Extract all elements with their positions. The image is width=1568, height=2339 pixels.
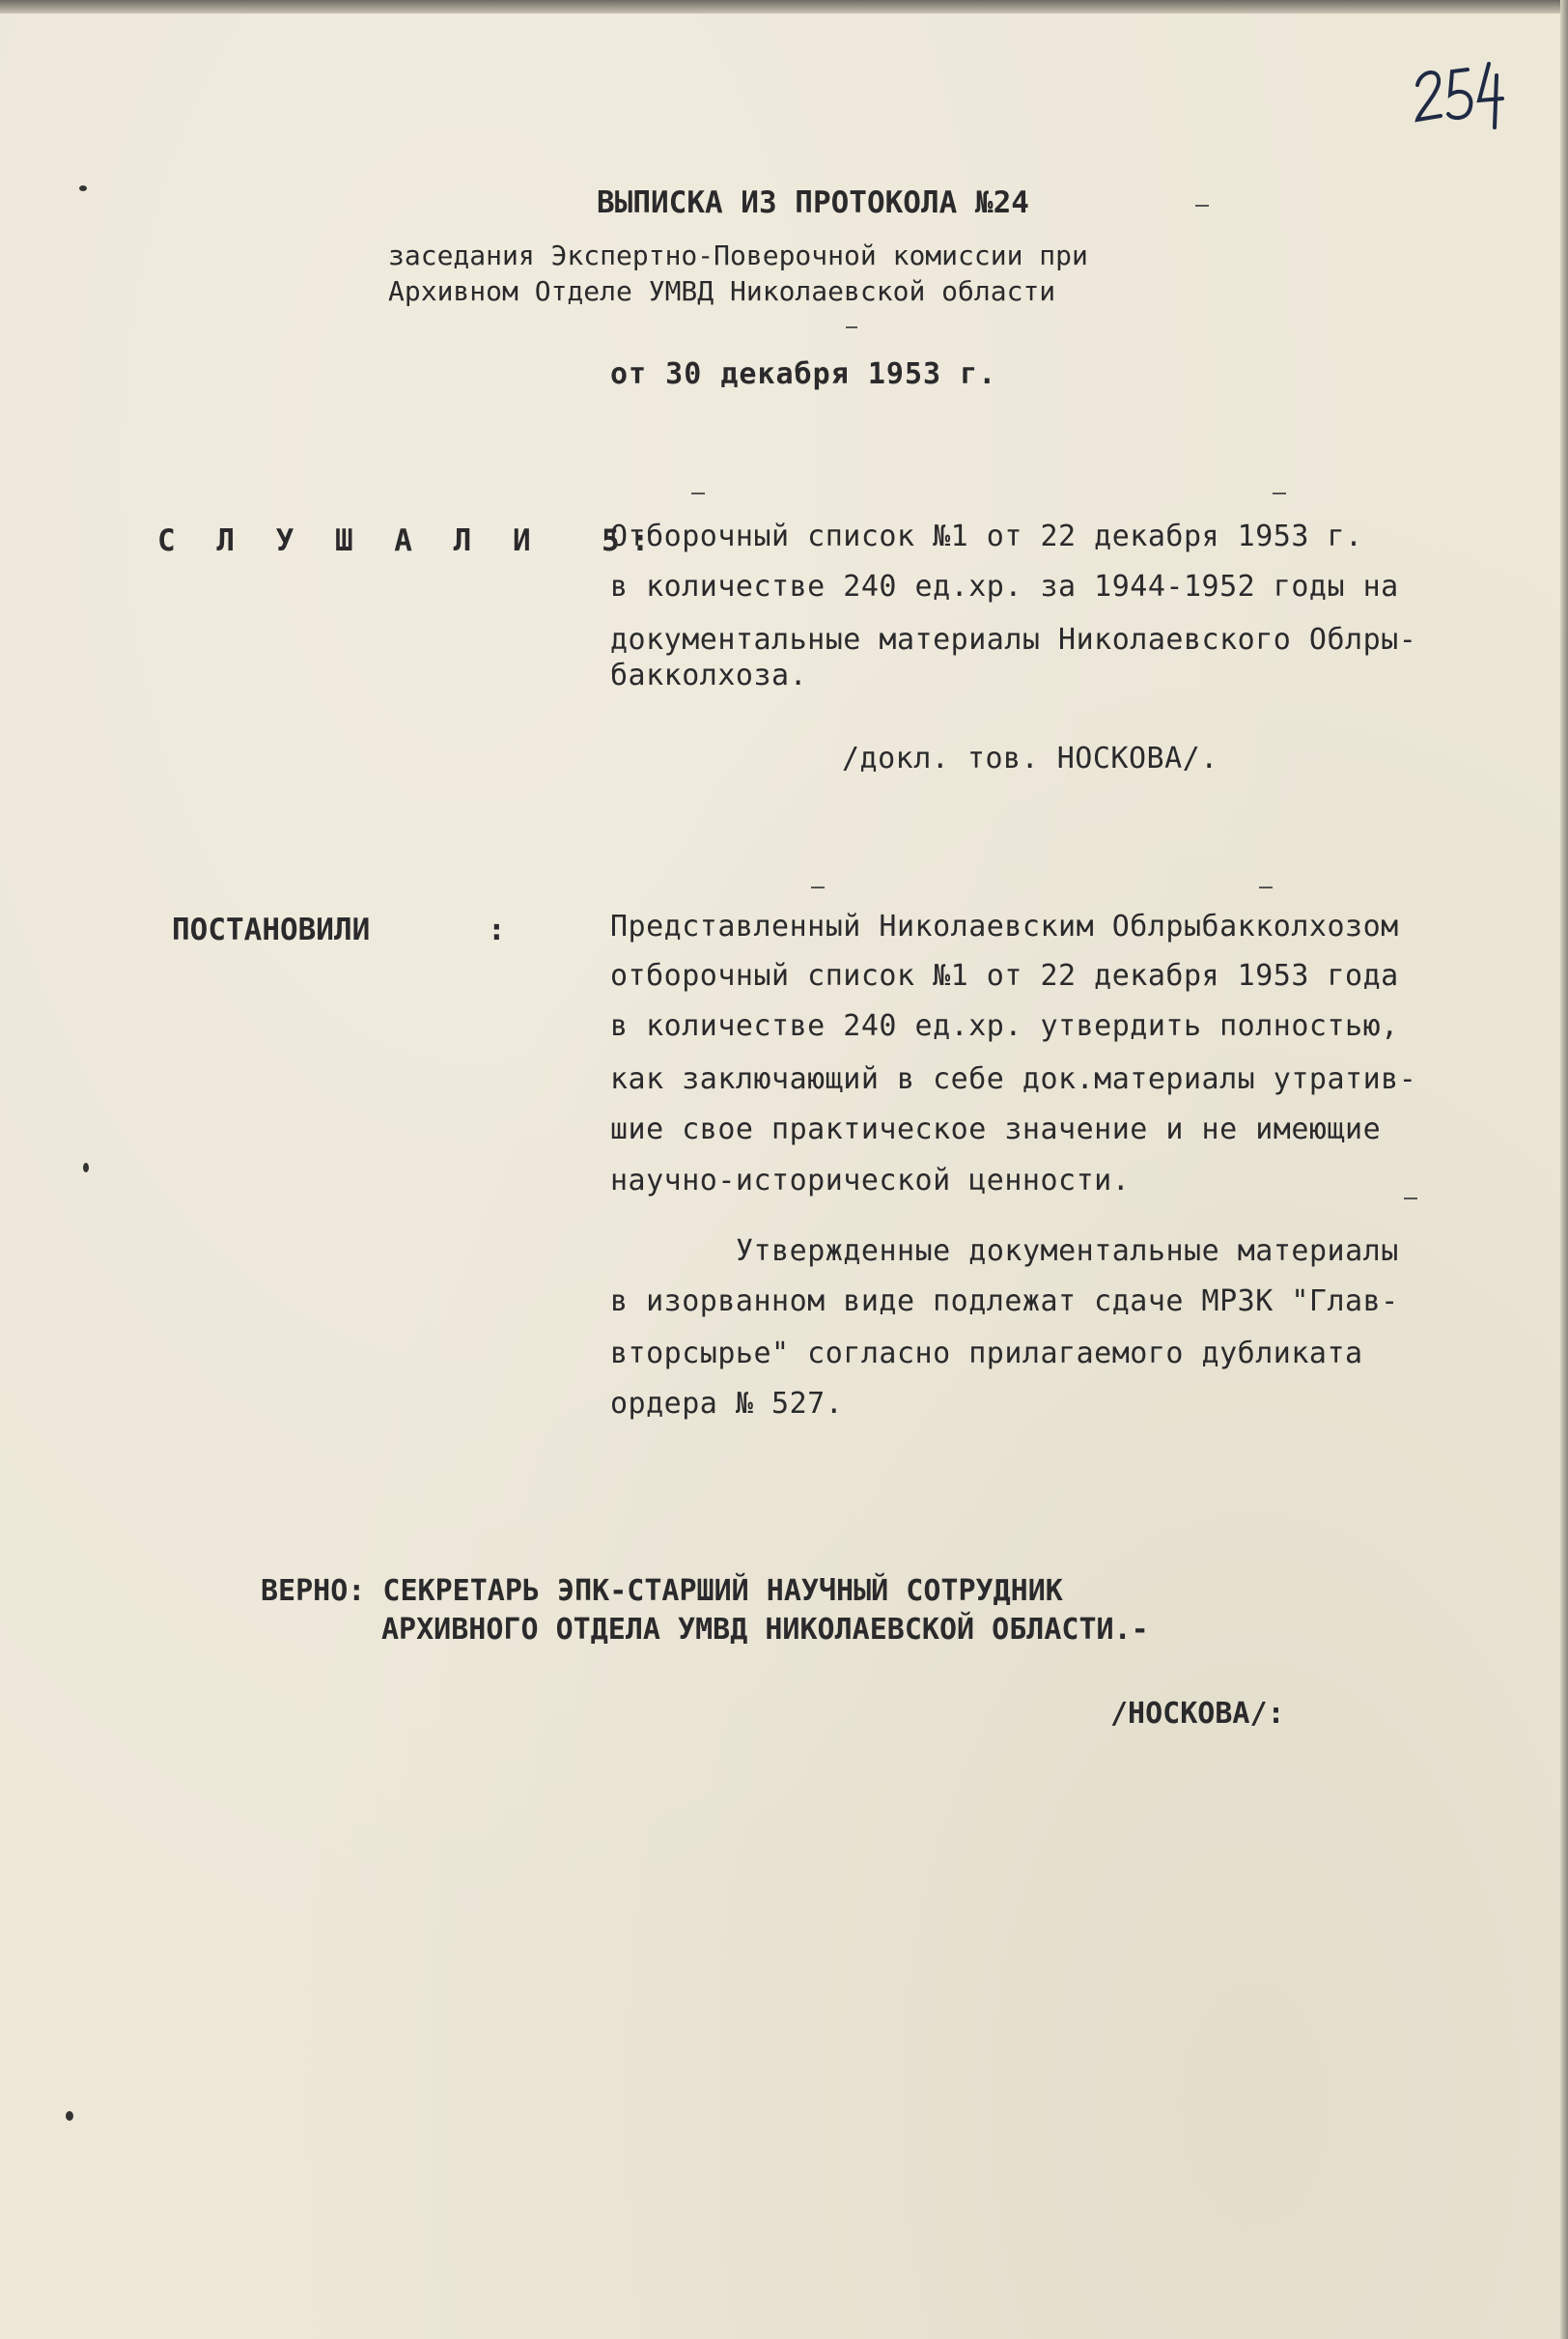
certification-line-1: ВЕРНО: СЕКРЕТАРЬ ЭПК-СТАРШИЙ НАУЧНЫЙ СОТРУДНИК (261, 1574, 1063, 1608)
heard-line-3: документальные материалы Николаевского Облры- (610, 623, 1417, 657)
heard-reporter: /докл. тов. НОСКОВА/. (842, 742, 1218, 775)
document-title: ВЫПИСКА ИЗ ПРОТОКОЛА №24 (597, 185, 1029, 220)
resolved-p2-line-4: ордера № 527. (610, 1387, 844, 1421)
heard-label: С Л У Ш А Л И 5: (157, 523, 661, 558)
certification-line-2: АРХИВНОГО ОТДЕЛА УМВД НИКОЛАЕВСКОЙ ОБЛАСТИ.- (381, 1613, 1149, 1647)
subtitle-line-2: Архивном Отделе УМВД Николаевской области (388, 275, 1056, 307)
handwritten-page-number (1412, 56, 1508, 133)
resolved-p1-line-4: как заключающий в себе док.материалы утратив- (610, 1062, 1417, 1096)
heard-line-1: Отборочный список №1 от 22 декабря 1953 г. (610, 520, 1363, 553)
subtitle-line-1: заседания Экспертно-Поверочной комиссии при (388, 240, 1088, 271)
resolved-p1-line-2: отборочный список №1 от 22 декабря 1953 года (610, 959, 1399, 993)
resolved-p1-line-6: научно-исторической ценности. (610, 1164, 1131, 1198)
paper-right-edge (1560, 0, 1568, 2339)
paper-speck (66, 2111, 73, 2121)
resolved-p1-line-5: шие свое практическое значение и не имеющие (610, 1113, 1382, 1146)
resolved-p2-line-2: в изорванном виде подлежат сдаче МРЗК "Глав- (610, 1284, 1399, 1318)
meeting-date: от 30 декабря 1953 г. (610, 357, 997, 391)
resolved-label: ПОСТАНОВИЛИ (172, 913, 371, 947)
resolved-p1-line-3: в количестве 240 ед.хр. утвердить полностью, (610, 1009, 1399, 1043)
heard-line-2: в количестве 240 ед.хр. за 1944-1952 годы на (610, 570, 1399, 604)
paper-speck (83, 1163, 89, 1172)
paper-top-edge (0, 0, 1568, 14)
heard-line-4: бакколхоза. (610, 659, 808, 692)
paper-speck (79, 185, 87, 191)
resolved-p1-line-1: Представленный Николаевским Облрыбакколхозом (610, 910, 1399, 944)
resolved-colon: : (488, 913, 507, 947)
certification-signature: /НОСКОВА/: (1110, 1697, 1285, 1731)
resolved-p2-line-1: Утвержденные документальные материалы (736, 1234, 1399, 1268)
resolved-p2-line-3: вторсырье" согласно прилагаемого дубликата (610, 1337, 1363, 1370)
